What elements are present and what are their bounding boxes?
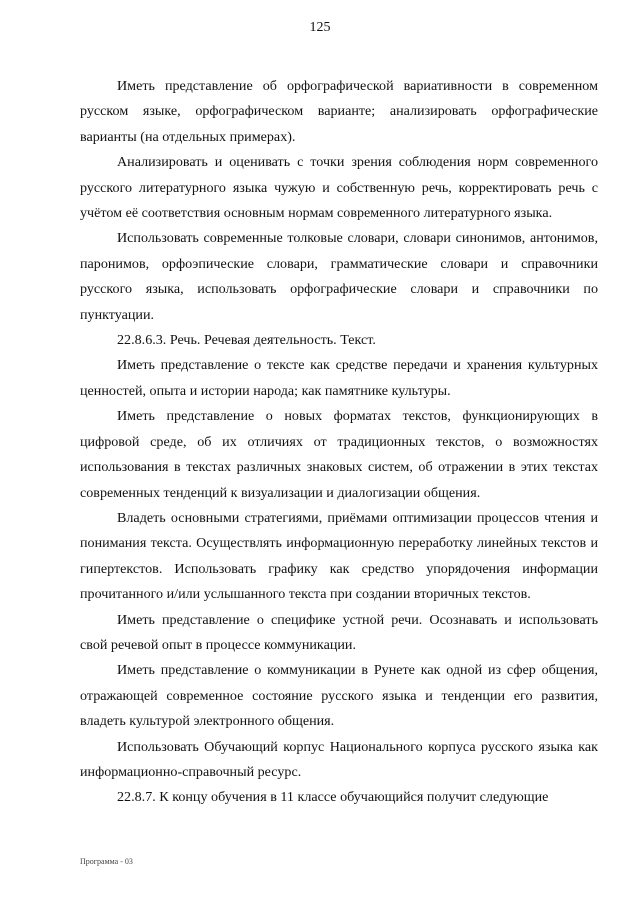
paragraph-text-cultural-values: Иметь представление о тексте как средстве передачи и хранения культурных ценностей, опыта и истории народа; как памятнике культуры. [80,357,598,399]
paragraph-runet-communication: Иметь представление о коммуникации в Рунете как одной из сфер общения, отражающей современное состояние русского языка и тенденции его развития, владеть культурой электронного общения. [80,662,598,730]
paragraph-orthographic-variation: Иметь представление об орфографической вариативности в современном русском языке, орфографическом варианте; анализировать орфографические варианты (на отдельных примерах). [80,78,598,145]
paragraph-oral-speech: Иметь представление о специфике устной речи. Осознавать и использовать свой речевой опыт в процессе коммуникации. [80,611,598,653]
paragraph-dictionaries: Использовать современные толковые словари, словари синонимов, антонимов, паронимов, орфоэпические словари, грамматические словари и справочники русского языка, использовать орфографические словари и справочники по пунктуации. [80,230,598,323]
section-heading-speech-text: 22.8.6.3. Речь. Речевая деятельность. Текст. [117,332,376,349]
paragraph-reading-strategies: Владеть основными стратегиями, приёмами оптимизации процессов чтения и понимания текста. Осуществлять информационную переработку линейных текстов и гипертекстов. Использовать графику как средство упорядочения информации прочитанного и/или услышанного текста при создании вторичных текстов. [80,509,598,603]
page-number: 125 [309,20,331,35]
document-body [80,74,598,811]
footer-program-label: Программа - 03 [80,857,133,866]
paragraph-national-corpus: Использовать Обучающий корпус Национального корпуса русского языка как информационно-справочный ресурс. [80,738,598,780]
paragraph-digital-formats: Иметь представление о новых форматах текстов, функционирующих в цифровой среде, об их отличиях от традиционных текстов, о возможностях использования в текстах различных знаковых систем, об отражении в этих текстах современных тенденций к визуализации и диалогизации общения. [80,408,598,501]
paragraph-analyze-speech: Анализировать и оценивать с точки зрения соблюдения норм современного русского литературного языка чужую и собственную речь, корректировать речь с учётом её соответствия основным нормам современного литературного языка. [80,154,598,222]
section-heading-grade-11: 22.8.7. К концу обучения в 11 классе обучающийся получит следующие [117,789,549,806]
